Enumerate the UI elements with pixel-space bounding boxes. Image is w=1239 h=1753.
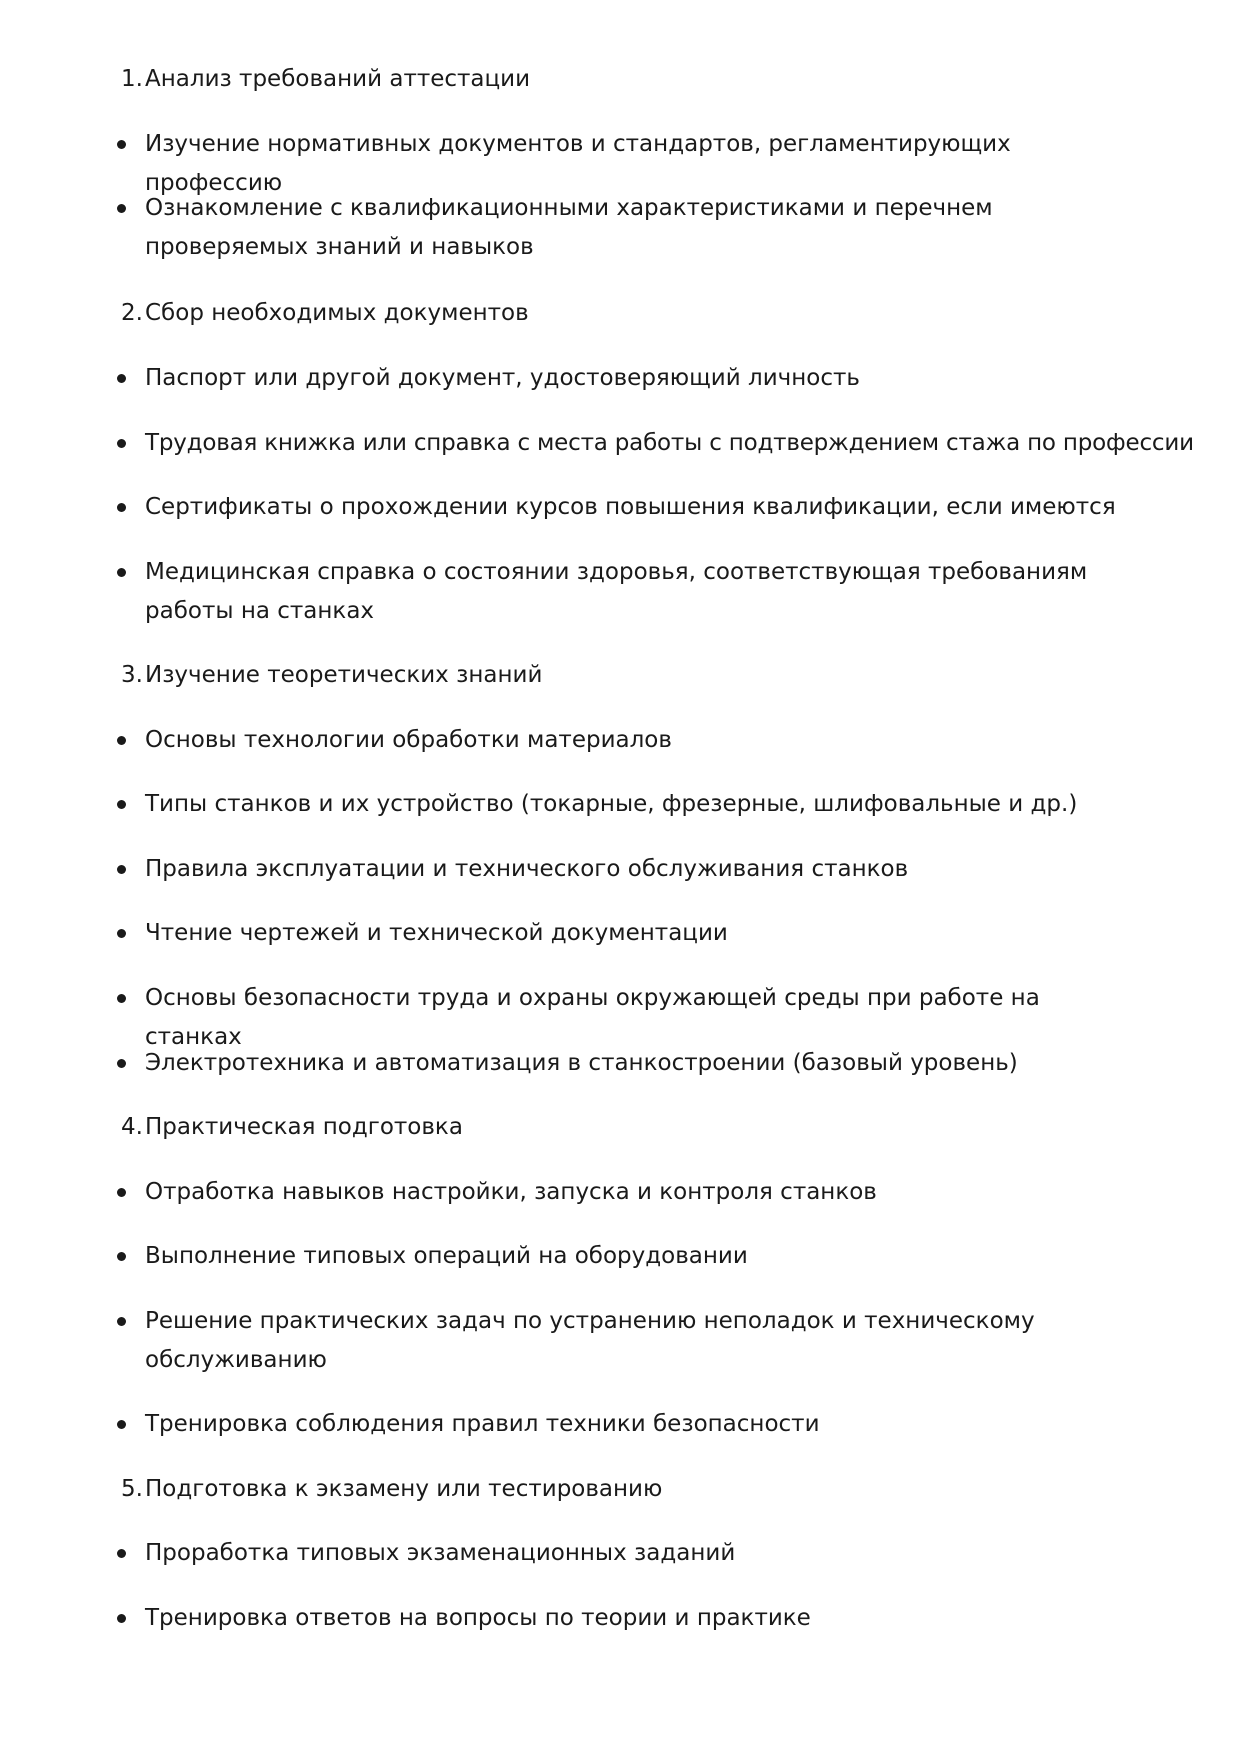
list-item-text: Типы станков и их устройство (токарные, фрезерные, шлифовальные и др.): [145, 791, 1078, 817]
list-item-text: Трудовая книжка или справка с места работы с подтверждением стажа по профессии: [145, 430, 1194, 456]
section-heading: Практическая подготовка: [145, 1114, 463, 1140]
bullet-icon: [117, 1420, 126, 1429]
list-item-text: Электротехника и автоматизация в станкостроении (базовый уровень): [145, 1050, 1018, 1076]
list-item-text: Отработка навыков настройки, запуска и контроля станков: [145, 1179, 877, 1205]
bullet-icon: [117, 1614, 126, 1623]
section-heading: Подготовка к экзамену или тестированию: [145, 1476, 663, 1502]
list-item-text: Выполнение типовых операций на оборудовании: [145, 1243, 748, 1269]
bullet-icon: [117, 1188, 126, 1197]
bullet-icon: [117, 1549, 126, 1558]
bullet-icon: [117, 736, 126, 745]
bullet-icon: [117, 1059, 126, 1068]
bullet-icon: [117, 374, 126, 383]
bullet-icon: [117, 204, 126, 213]
bullet-icon: [117, 140, 126, 149]
list-number: 1.: [121, 66, 143, 92]
list-item-text: Изучение нормативных документов и стандартов, регламентирующих профессию: [145, 131, 1011, 196]
list-item-text: Паспорт или другой документ, удостоверяющий личность: [145, 365, 860, 391]
bullet-icon: [117, 800, 126, 809]
list-item-text: Чтение чертежей и технической документации: [145, 920, 728, 946]
bullet-icon: [117, 503, 126, 512]
bullet-icon: [117, 568, 126, 577]
list-number: 3.: [121, 662, 143, 688]
list-item-text: Сертификаты о прохождении курсов повышения квалификации, если имеются: [145, 494, 1116, 520]
list-item-text: Решение практических задач по устранению неполадок и техническому обслуживанию: [145, 1308, 1035, 1373]
list-item-text: Основы технологии обработки материалов: [145, 727, 672, 753]
list-number: 5.: [121, 1476, 143, 1502]
section-heading: Изучение теоретических знаний: [145, 662, 543, 688]
list-item-text: Правила эксплуатации и технического обслуживания станков: [145, 856, 909, 882]
list-item-text: Медицинская справка о состоянии здоровья, соответствующая требованиям работы на станках: [145, 559, 1088, 624]
list-item-text: Основы безопасности труда и охраны окружающей среды при работе на станках: [145, 985, 1040, 1050]
bullet-icon: [117, 439, 126, 448]
list-item-text: Тренировка соблюдения правил техники безопасности: [145, 1411, 820, 1437]
list-number: 4.: [121, 1114, 143, 1140]
bullet-icon: [117, 1252, 126, 1261]
list-item-text: Проработка типовых экзаменационных заданий: [145, 1540, 736, 1566]
bullet-icon: [117, 865, 126, 874]
list-number: 2.: [121, 300, 143, 326]
section-heading: Сбор необходимых документов: [145, 300, 529, 326]
bullet-icon: [117, 929, 126, 938]
bullet-icon: [117, 1317, 126, 1326]
list-item-text: Тренировка ответов на вопросы по теории и практике: [145, 1605, 811, 1631]
section-heading: Анализ требований аттестации: [145, 66, 531, 92]
list-item-text: Ознакомление с квалификационными характеристиками и перечнем проверяемых знаний и навыков: [145, 195, 993, 260]
bullet-icon: [117, 994, 126, 1003]
